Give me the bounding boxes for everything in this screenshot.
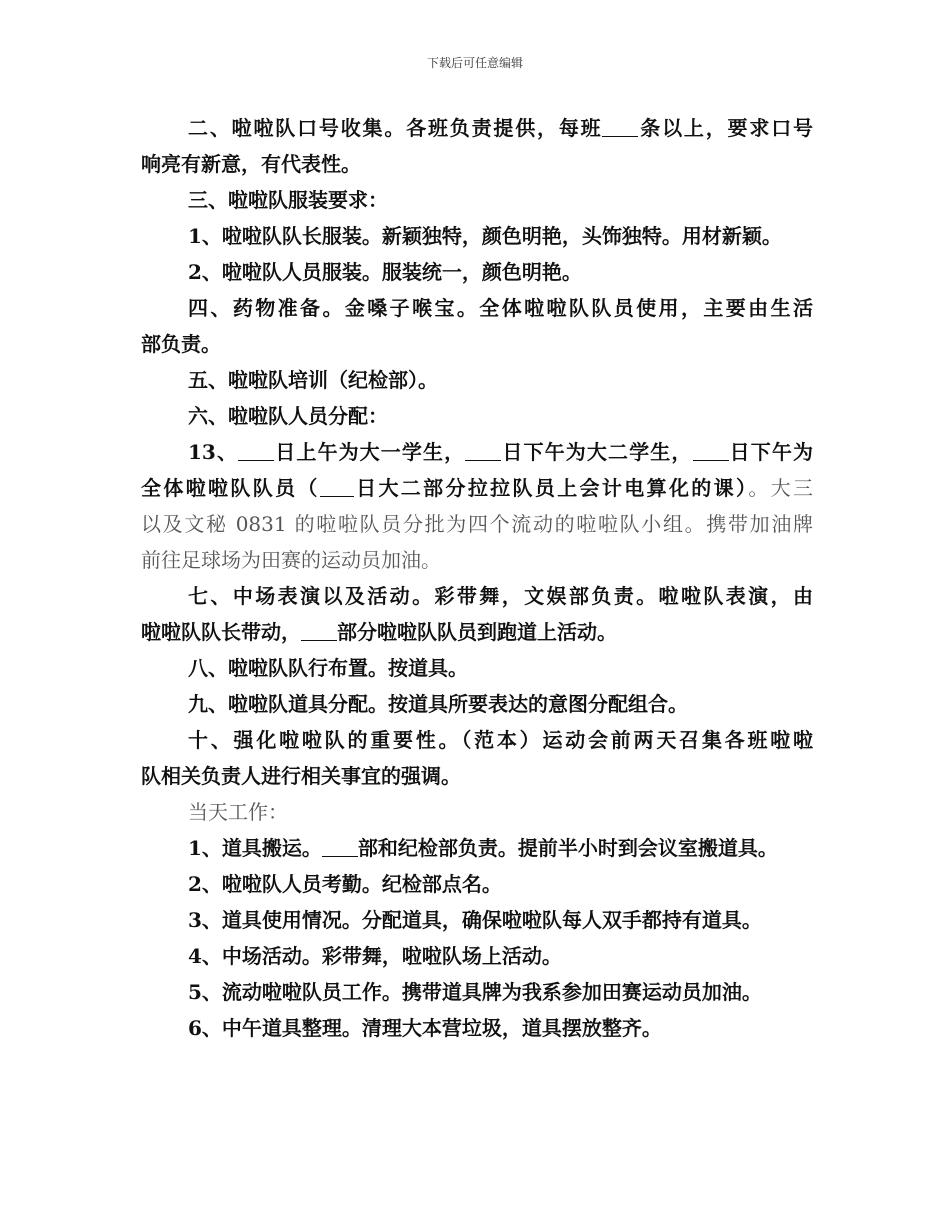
paragraph-medicine (141, 290, 813, 362)
paragraph-day-5: 5、流动啦啦队员工作。携带道具牌为我系参加田赛运动员加油。 (188, 980, 762, 1004)
text-span: 部分啦啦队队员到跑道上活动。 (337, 620, 617, 644)
text-span: 十、强化啦啦队的重要性。（范本）运动会前两天召集各班啦啦 (188, 728, 813, 752)
text-span: 13、 (188, 440, 239, 464)
text-span: 队相关负责人进行相关事宜的强调。 (141, 764, 461, 788)
text-span: 日上午为大一学生， (274, 440, 466, 464)
paragraph-props: 九、啦啦队道具分配。按道具所要表达的意图分配组合。 (188, 692, 688, 716)
text-span: 四、药物准备。金嗓子喉宝。全体啦啦队队员使用，主要由生活 (188, 296, 813, 320)
fill-blank (301, 622, 337, 641)
paragraph-halftime (141, 578, 813, 650)
text-span: 日下午为大二学生， (501, 440, 693, 464)
paragraph-layout: 八、啦啦队队行布置。按道具。 (188, 656, 468, 680)
paragraph-day-3: 3、道具使用情况。分配道具，确保啦啦队每人双手都持有道具。 (188, 908, 762, 932)
paragraph-day-work-title: 当天工作： (188, 800, 288, 824)
paragraph-day-4: 4、中场活动。彩带舞，啦啦队场上活动。 (188, 944, 562, 968)
paragraph-day-6: 6、中午道具整理。清理大本营垃圾，道具摆放整齐。 (188, 1016, 662, 1040)
fill-blank (320, 478, 354, 497)
text-span: 日下午为 (728, 440, 814, 464)
fill-blank (693, 442, 729, 461)
paragraph-day-1 (141, 830, 813, 866)
paragraph-importance (141, 722, 813, 794)
paragraph-costume-1: 1、啦啦队队长服装。新颖独特，颜色明艳，头饰独特。用材新颖。 (188, 224, 782, 248)
paragraph-costume-2: 2、啦啦队人员服装。服装统一，颜色明艳。 (188, 260, 582, 284)
paragraph-day-2: 2、啦啦队人员考勤。纪检部点名。 (188, 872, 502, 896)
text-span: 部负责。 (141, 332, 221, 356)
fill-blank (602, 118, 638, 137)
text-span: 七、中场表演以及活动。彩带舞，文娱部负责。啦啦队表演，由 (188, 584, 813, 608)
text-span: 部和纪检部负责。提前半小时到会议室搬道具。 (357, 836, 778, 860)
text-span: 二、啦啦队口号收集。各班负责提供，每班 (188, 116, 603, 140)
paragraph-slogan (141, 110, 813, 182)
fill-blank (322, 838, 358, 857)
text-span: 日大二部分拉拉队员上会计电算化的课） (353, 476, 749, 500)
fill-blank (238, 442, 274, 461)
text-span: 条以上，要求口号 (638, 116, 814, 140)
fill-blank (465, 442, 501, 461)
text-span: 。大三 (748, 476, 814, 500)
text-span: 响亮有新意，有代表性。 (141, 152, 361, 176)
paragraph-training: 五、啦啦队培训（纪检部）。 (188, 368, 438, 392)
page-header: 下载后可任意编辑 (426, 56, 523, 70)
document-body (141, 110, 813, 1046)
paragraph-allocation-title: 六、啦啦队人员分配： (188, 404, 388, 428)
text-span: 全体啦啦队队员（ (141, 476, 320, 500)
paragraph-allocation (141, 434, 813, 578)
text-span: 啦啦队队长带动， (141, 620, 301, 644)
text-span: 以及文秘 0831 的啦啦队员分批为四个流动的啦啦队小组。携带加油牌 (141, 512, 813, 536)
text-span: 1、道具搬运。 (188, 836, 322, 860)
paragraph-costume-title: 三、啦啦队服装要求： (188, 188, 388, 212)
text-span: 前往足球场为田赛的运动员加油。 (141, 548, 441, 572)
